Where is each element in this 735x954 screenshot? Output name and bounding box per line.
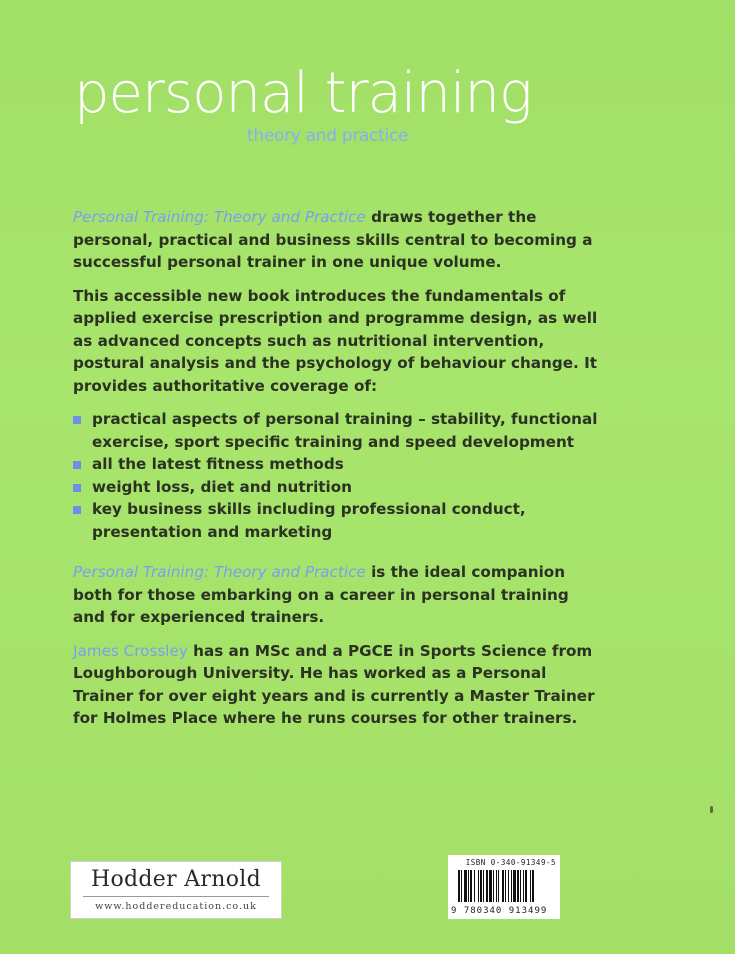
print-speck (710, 806, 713, 813)
bullet-square-icon (73, 484, 81, 492)
cover-subtitle: theory and practice (247, 126, 409, 146)
list-item: practical aspects of personal training – stability, functional exercise, sport specific training and speed development (73, 408, 603, 453)
overview-paragraph: This accessible new book introduces the fundamentals of applied exercise prescription and programme design, as well as advanced concepts such as nutritional intervention, postural analysis and the psychology of behaviour change. It provides authoritative coverage of: (73, 286, 598, 395)
cover-title: personal training (74, 61, 532, 126)
publisher-url: www.hoddereducation.co.uk (95, 901, 257, 912)
bullet-square-icon (73, 506, 81, 514)
author-bio: has an MSc and a PGCE in Sports Science from Loughborough University. He has worked as a Personal Trainer for over eight years and is currently a Master Trainer for Holmes Place where he runs courses for other trainers. (73, 641, 595, 727)
bullet-square-icon (73, 461, 81, 469)
publisher-logo (70, 861, 282, 919)
barcode (448, 855, 560, 919)
coverage-list (73, 408, 603, 543)
author-name: James Crossley (73, 641, 188, 660)
companion-paragraph (73, 561, 603, 629)
bullet-square-icon (73, 416, 81, 424)
publisher-name: Hodder Arnold (91, 867, 261, 892)
intro-text: draws together the personal, practical and business skills central to becoming a successful personal trainer in one unique volume. (73, 208, 593, 271)
barcode-bars-icon (458, 870, 554, 902)
companion-book-title: Personal Training: Theory and Practice (73, 563, 366, 581)
intro-book-title: Personal Training: Theory and Practice (73, 208, 366, 226)
companion-text: is the ideal companion both for those embarking on a career in personal training and for experienced trainers. (73, 563, 569, 626)
intro-paragraph (73, 206, 603, 274)
barcode-digits: 9 780340 913499 (451, 906, 548, 916)
publisher-divider (83, 896, 269, 897)
list-item: weight loss, diet and nutrition (73, 476, 603, 499)
list-item: all the latest fitness methods (73, 453, 603, 476)
list-item: key business skills including professional conduct, presentation and marketing (73, 498, 603, 543)
author-paragraph (73, 640, 603, 730)
blurb (73, 206, 603, 741)
isbn-label: ISBN 0-340-91349-5 (465, 858, 556, 867)
